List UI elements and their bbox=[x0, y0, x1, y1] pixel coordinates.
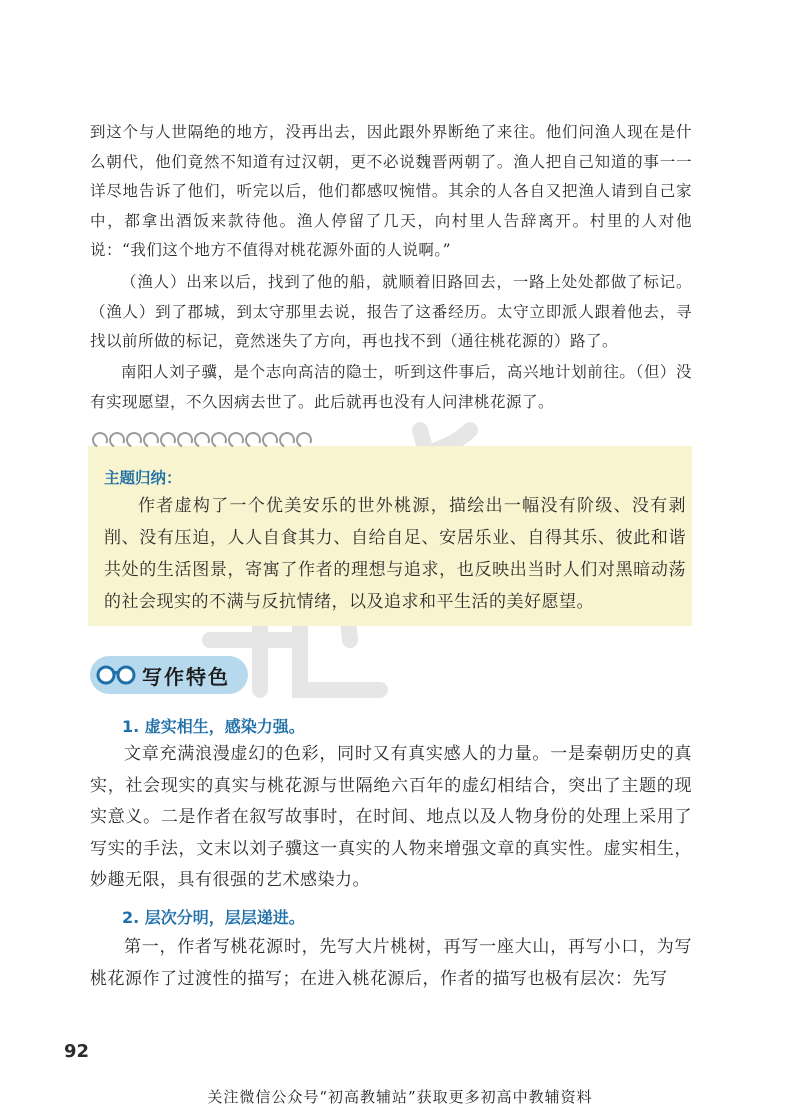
translation-paragraph-3: 南阳人刘子骥，是个志向高洁的隐士，听到这件事后，高兴地计划前往。（但）没有实现愿望，不久因病去世了。此后就再也没有人问津桃花源了。 bbox=[90, 363, 692, 411]
feature-body-1: 文章充满浪漫虚幻的色彩，同时又有真实感人的力量。一是秦朝历史的真实，社会现实的真实与桃花源与世隔绝六百年的虚幻相结合，突出了主题的现实意义。二是作者在叙写故事时，在时间、地点以及人物身份的处理上采用了写实的手法，文末以刘子骥这一真实的人物来增强文章的真实性。虚实相生，妙趣无限，具有很强的艺术感染力。 bbox=[90, 744, 692, 890]
translation-paragraph-2: （渔人）出来以后，找到了他的船，就顺着旧路回去，一路上处处都做了标记。（渔人）到了郡城，到太守那里去说，报告了这番经历。太守立即派人跟着他去，寻找以前所做的标记，竟然迷失了方向，再也找不到（通往桃花源的）路了。 bbox=[90, 273, 692, 350]
section-header-writing-features bbox=[90, 656, 248, 694]
glasses-icon bbox=[94, 663, 138, 687]
feature-body-2: 第一，作者写桃花源时，先写大片桃树，再写一座大山，再写小口，为写桃花源作了过渡性的描写；在进入桃花源后，作者的描写也极有层次：先写 bbox=[90, 937, 692, 989]
feature-heading-2: 2. 层次分明，层层递进。 bbox=[122, 908, 305, 927]
spiral-binding-decoration bbox=[92, 432, 312, 454]
section-title: 写作特色 bbox=[142, 664, 230, 689]
theme-summary-title: 主题归纳： bbox=[104, 469, 182, 487]
page-number: 92 bbox=[64, 1041, 90, 1062]
feature-heading-1: 1. 虚实相生，感染力强。 bbox=[122, 717, 305, 736]
theme-summary-body: 作者虚构了一个优美安乐的世外桃源，描绘出一幅没有阶级、没有剥削、没有压迫，人人自食其力、自给自足、安居乐业、自得其乐、彼此和谐共处的生活图景，寄寓了作者的理想与追求，也反映出当时人们对黑暗动荡的社会现实的不满与反抗情绪，以及追求和平生活的美好愿望。 bbox=[104, 496, 686, 612]
translation-paragraph-1: 到这个与人世隔绝的地方，没再出去，因此跟外界断绝了来往。他们问渔人现在是什么朝代，他们竟然不知道有过汉朝，更不必说魏晋两朝了。渔人把自己知道的事一一详尽地告诉了他们，听完以后，他们都感叹惋惜。其余的人各自又把渔人请到自己家中，都拿出酒饭来款待他。渔人停留了几天，向村里人告辞离开。村里的人对他说：“我们这个地方不值得对桃花源外面的人说啊。” bbox=[90, 123, 692, 259]
footer-promo-text: 关注微信公众号“初高教辅站”获取更多初高中教辅资料 bbox=[0, 1080, 800, 1114]
